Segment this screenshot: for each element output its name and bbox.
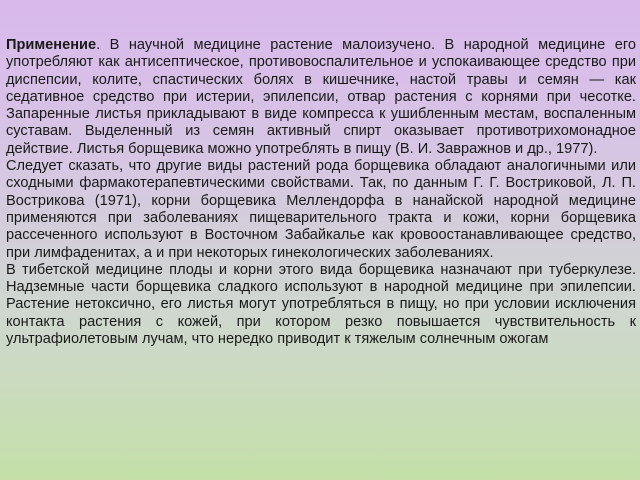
text-body — [6, 37, 636, 348]
term-application: Применение — [6, 37, 97, 53]
paragraph-application-text: . В научной медицине растение малоизучено. В народной медицине его употребляют как антисептическое, противовоспалительное и успокаивающее средство при диспепсии, колите, спастических болях в кишечнике, настой травы и семян — как седативное средство при истерии, эпилепсии, отвар растения с корнями при чесотке. Запаренные листья прикладывают в виде компресса к ушибленным местам, воспаленным суставам. Выделенный из семян активный спирт оказывает противотрихомонадное действие. Листья борщевика можно употреблять в пищу (В. И. Завражнов и др., 1977). — [6, 37, 636, 157]
paragraph-application — [6, 37, 636, 158]
paragraph-tibetan-medicine: В тибетской медицине плоды и корни этого вида борщевика назначают при туберкулезе. Надземные части борщевика сладкого используют в народной медицине при эпилепсии. Растение нетоксично, его листья могут употребляться в пищу, но при условии исключения контакта растения с кожей, при котором резко повышается чувствительность к ультрафиолетовым лучам, что нередко приводит к тяжелым солнечным ожогам — [6, 261, 636, 348]
paragraph-other-species: Следует сказать, что другие виды растений рода борщевика обладают аналогичными или сходными фармакотерапевтическими свойствами. Так, по данным Г. Г. Востриковой, Л. П. Вострикова (1971), корни борщевика Меллендорфа в нанайской народной медицине применяются при заболеваниях пищеварительного тракта и кожи, корни борщевика рассеченного используют в Восточном Забайкалье как кровоостанавливающее средство, при лимфаденитах, а и при некоторых гинекологических заболеваниях. — [6, 158, 636, 261]
